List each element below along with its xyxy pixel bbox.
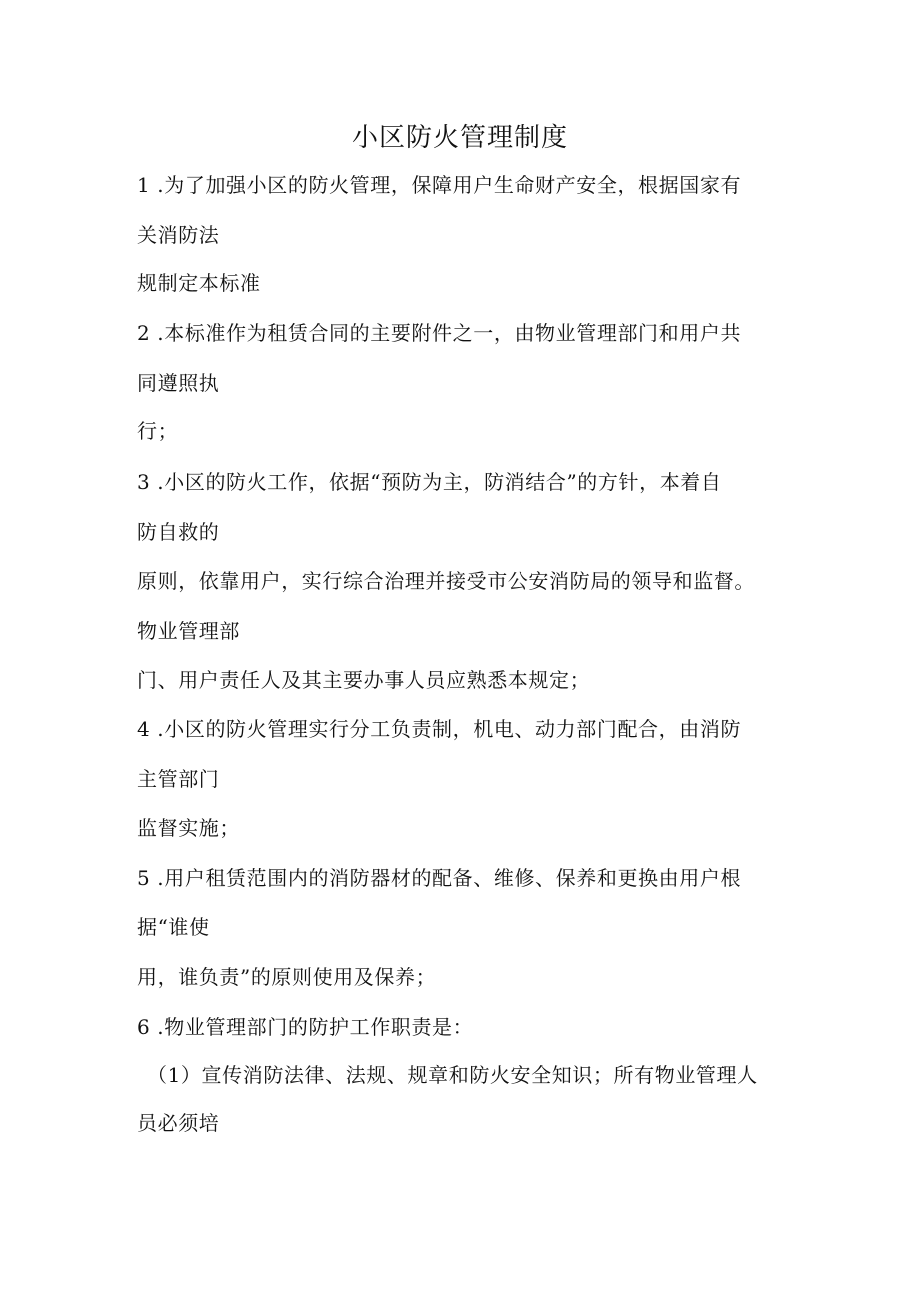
paragraph-line-5: 同遵照执 bbox=[137, 371, 220, 395]
paragraph-line-17: 用，谁负责”的原则使用及保养； bbox=[137, 965, 437, 989]
paragraph-line-4: 2 .本标准作为租赁合同的主要附件之一，由物业管理部门和用户共 bbox=[137, 321, 742, 345]
paragraph-line-13: 主管部门 bbox=[137, 767, 220, 791]
paragraph-line-9: 原则，依靠用户，实行综合治理并接受市公安消防局的领导和监督。 bbox=[137, 569, 755, 593]
paragraph-line-10: 物业管理部 bbox=[137, 619, 240, 643]
paragraph-line-11: 门、用户责任人及其主要办事人员应熟悉本规定； bbox=[137, 668, 591, 692]
paragraph-line-6: 行； bbox=[137, 419, 179, 443]
paragraph-line-20: 员必须培 bbox=[137, 1111, 220, 1135]
paragraph-line-8: 防自救的 bbox=[137, 520, 220, 544]
paragraph-line-19: （1）宣传消防法律、法规、规章和防火安全知识；所有物业管理人 bbox=[147, 1063, 758, 1087]
paragraph-line-14: 监督实施； bbox=[137, 816, 240, 840]
paragraph-line-3: 规制定本标准 bbox=[137, 271, 261, 295]
paragraph-line-7: 3 .小区的防火工作，依据“预防为主，防消结合”的方针，本着自 bbox=[137, 470, 722, 494]
paragraph-line-16: 据“谁使 bbox=[137, 915, 210, 939]
paragraph-line-1: 1 .为了加强小区的防火管理，保障用户生命财产安全，根据国家有 bbox=[137, 173, 742, 197]
page-title: 小区防火管理制度 bbox=[351, 123, 568, 153]
paragraph-line-12: 4 .小区的防火管理实行分工负责制，机电、动力部门配合，由消防 bbox=[137, 717, 742, 741]
paragraph-line-18: 6 .物业管理部门的防护工作职责是： bbox=[137, 1015, 474, 1039]
paragraph-line-2: 关消防法 bbox=[137, 223, 220, 247]
paragraph-line-15: 5 .用户租赁范围内的消防器材的配备、维修、保养和更换由用户根 bbox=[137, 866, 742, 890]
